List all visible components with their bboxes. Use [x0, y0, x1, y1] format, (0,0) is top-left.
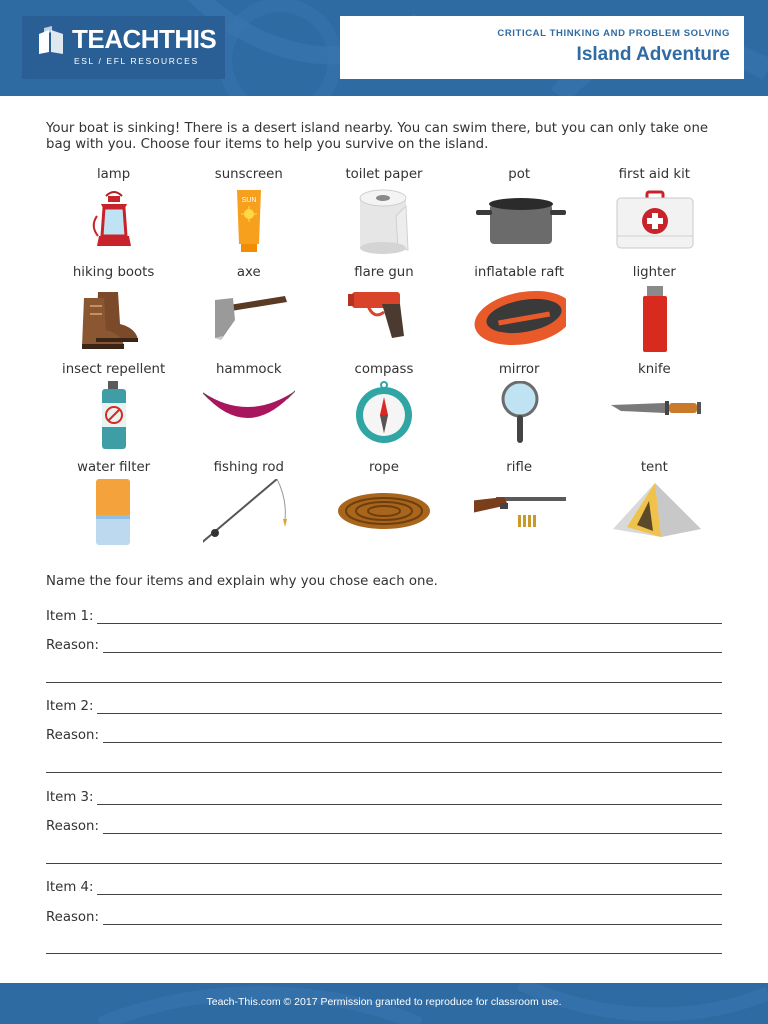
- reason-continuation-line[interactable]: [46, 846, 722, 864]
- lighter-icon: [609, 284, 701, 354]
- toilet-paper-icon: [338, 186, 430, 256]
- reason-line-label: Reason:: [46, 819, 99, 834]
- logo: [22, 16, 225, 79]
- sunscreen-brand: SUN: [241, 197, 257, 204]
- item-label: hammock: [215, 362, 282, 377]
- item-label: fishing rod: [213, 459, 284, 475]
- item-label: pot: [508, 167, 531, 182]
- lamp-icon: [68, 186, 160, 256]
- reason-line-label: Reason:: [46, 728, 99, 743]
- write-line[interactable]: [103, 912, 722, 925]
- rope-icon: [338, 479, 430, 549]
- item-label: lamp: [96, 167, 131, 182]
- write-line[interactable]: [97, 701, 722, 714]
- item-label: rifle: [506, 459, 533, 475]
- item-line-label: Item 4:: [46, 880, 94, 895]
- write-line[interactable]: [46, 851, 722, 864]
- item-mirror: [452, 361, 587, 459]
- reason-continuation-line[interactable]: [46, 936, 722, 954]
- item-inflatable-raft: [452, 264, 587, 362]
- item-grid: [46, 166, 722, 556]
- reason-line[interactable]: [46, 907, 722, 925]
- item-insect-repellent: [46, 361, 181, 459]
- flare-gun-icon: [338, 284, 430, 354]
- first-aid-kit-icon: [609, 186, 701, 256]
- item-label: lighter: [632, 264, 676, 280]
- item-label: flare gun: [354, 264, 414, 280]
- page-footer: [0, 983, 768, 1024]
- item-label: insect repellent: [62, 362, 166, 377]
- write-line[interactable]: [97, 611, 722, 624]
- item-toilet-paper: [316, 166, 451, 264]
- axe-icon: [203, 284, 295, 354]
- item-hiking-boots: [46, 264, 181, 362]
- item-pot: [452, 166, 587, 264]
- item-fishing-rod: [181, 459, 316, 557]
- item-flare-gun: [316, 264, 451, 362]
- item-label: water filter: [77, 459, 151, 475]
- item-label: axe: [236, 264, 261, 280]
- item-line[interactable]: [46, 787, 722, 805]
- compass-icon: [338, 381, 430, 451]
- copyright-text: Teach-This.com © 2017 Permission granted to reproduce for classroom use.: [206, 996, 562, 1008]
- title-box: [340, 16, 744, 79]
- item-rifle: [452, 459, 587, 557]
- item-rope: [316, 459, 451, 557]
- water-filter-icon: [68, 479, 160, 549]
- item-line[interactable]: [46, 877, 722, 895]
- reason-continuation-line[interactable]: [46, 755, 722, 773]
- item-compass: [316, 361, 451, 459]
- reason-line[interactable]: [46, 635, 722, 653]
- answer-prompt: Name the four items and explain why you chose each one.: [46, 574, 438, 589]
- write-line[interactable]: [97, 882, 722, 895]
- hiking-boots-icon: [68, 284, 160, 354]
- reason-line-label: Reason:: [46, 910, 99, 925]
- item-line-label: Item 3:: [46, 790, 94, 805]
- item-label: knife: [638, 362, 671, 377]
- inflatable-raft-icon: [474, 284, 566, 354]
- item-tent: [587, 459, 722, 557]
- write-line[interactable]: [46, 941, 722, 954]
- item-knife: [587, 361, 722, 459]
- pot-icon: [474, 186, 566, 256]
- item-line-label: Item 1:: [46, 609, 94, 624]
- rifle-icon: [474, 479, 566, 549]
- item-label: rope: [369, 459, 399, 475]
- item-sunscreen: [181, 166, 316, 264]
- book-icon: [36, 26, 66, 56]
- reason-continuation-line[interactable]: [46, 665, 722, 683]
- mirror-icon: [474, 381, 566, 451]
- reason-line[interactable]: [46, 725, 722, 743]
- item-hammock: [181, 361, 316, 459]
- write-line[interactable]: [46, 670, 722, 683]
- item-label: first aid kit: [618, 167, 690, 182]
- item-line[interactable]: [46, 606, 722, 624]
- item-axe: [181, 264, 316, 362]
- item-first-aid-kit: [587, 166, 722, 264]
- item-label: toilet paper: [345, 167, 423, 182]
- item-line[interactable]: [46, 696, 722, 714]
- fishing-rod-icon: [203, 479, 295, 549]
- worksheet-category: CRITICAL THINKING AND PROBLEM SOLVING: [497, 28, 730, 39]
- sunscreen-icon: [203, 186, 295, 256]
- insect-repellent-icon: [68, 381, 160, 451]
- hammock-icon: [203, 381, 295, 451]
- item-label: tent: [640, 459, 668, 475]
- logo-subtitle: ESL / EFL RESOURCES: [74, 56, 199, 66]
- item-label: inflatable raft: [474, 264, 565, 280]
- worksheet-title: Island Adventure: [576, 44, 730, 65]
- write-line[interactable]: [103, 730, 722, 743]
- item-label: mirror: [498, 362, 540, 377]
- item-label: sunscreen: [214, 167, 283, 182]
- tent-icon: [609, 479, 701, 549]
- item-line-label: Item 2:: [46, 699, 94, 714]
- item-label: compass: [354, 362, 414, 377]
- item-water-filter: [46, 459, 181, 557]
- page-header: [0, 0, 768, 96]
- item-lighter: [587, 264, 722, 362]
- write-line[interactable]: [103, 821, 722, 834]
- logo-title: TEACHTHIS: [72, 24, 217, 54]
- item-lamp: [46, 166, 181, 264]
- write-line[interactable]: [103, 640, 722, 653]
- write-line[interactable]: [46, 760, 722, 773]
- reason-line-label: Reason:: [46, 638, 99, 653]
- intro-text: Your boat is sinking! There is a desert island nearby. You can swim there, but you can only take one bag with you. Choose four items to help you survive on the island.: [46, 121, 709, 152]
- knife-icon: [609, 381, 701, 451]
- item-label: hiking boots: [72, 264, 155, 280]
- write-line[interactable]: [97, 792, 722, 805]
- reason-line[interactable]: [46, 816, 722, 834]
